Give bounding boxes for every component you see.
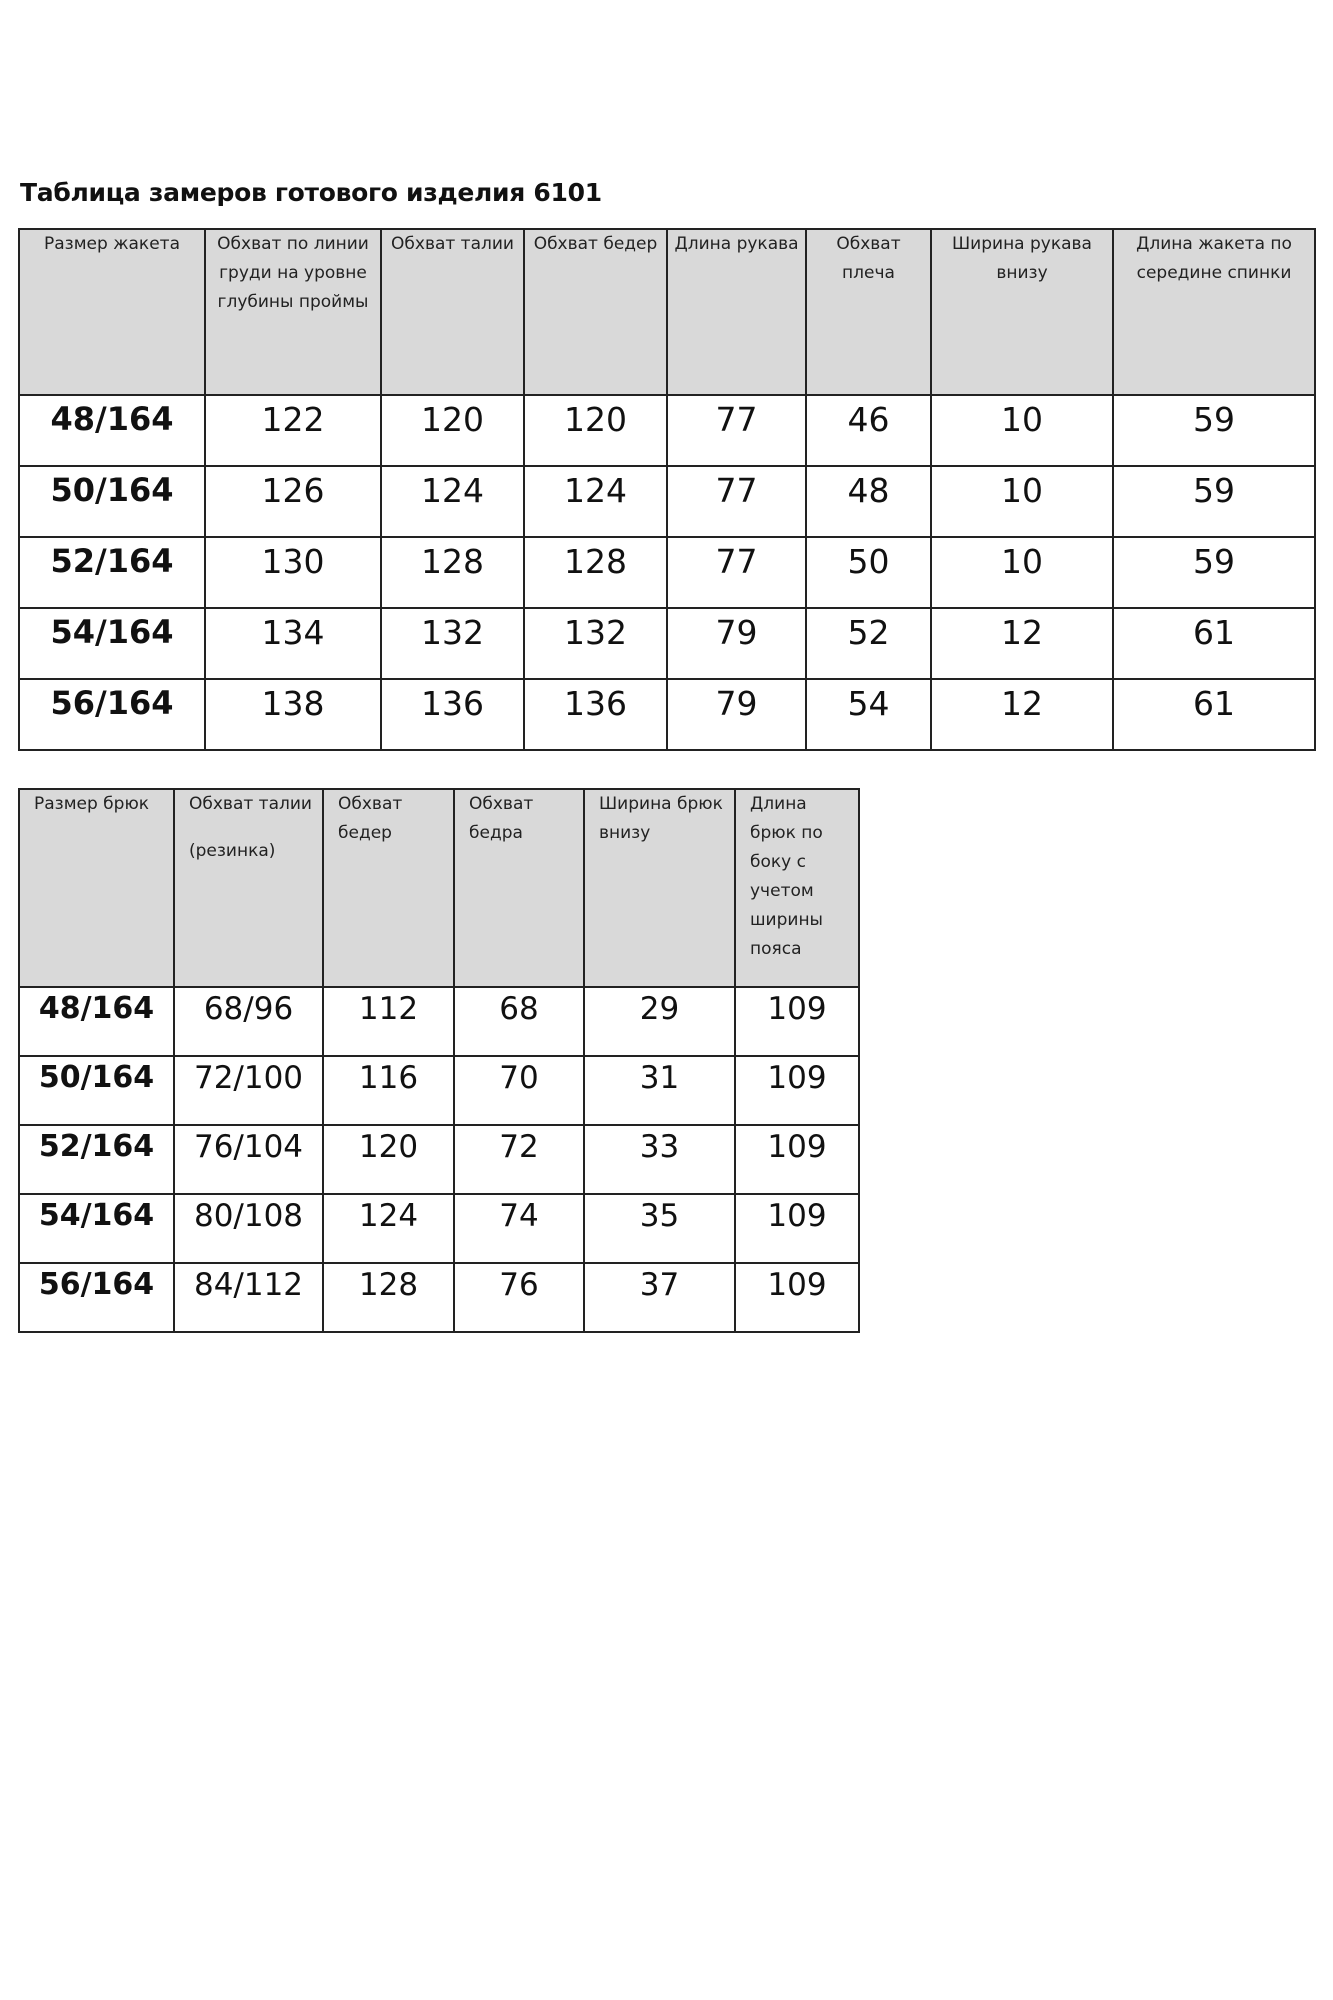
table-cell: 132 <box>381 608 524 679</box>
table-cell: 124 <box>323 1194 454 1263</box>
jacket-size-cell: 52/164 <box>19 537 205 608</box>
table-cell: 68 <box>454 987 584 1056</box>
table-cell: 61 <box>1113 679 1315 750</box>
pants-header-side-length: Длина брюк по боку с учетом ширины пояса <box>735 789 859 987</box>
jacket-header-shoulder: Обхват плеча <box>806 229 931 395</box>
table-cell: 77 <box>667 537 806 608</box>
table-cell: 37 <box>584 1263 735 1332</box>
pants-size-cell: 56/164 <box>19 1263 174 1332</box>
table-cell: 35 <box>584 1194 735 1263</box>
table-cell: 109 <box>735 1194 859 1263</box>
table-row <box>19 395 1315 466</box>
table-cell: 132 <box>524 608 667 679</box>
table-cell: 59 <box>1113 537 1315 608</box>
pants-size-cell: 50/164 <box>19 1056 174 1125</box>
pants-header-hips: Обхват бедер <box>323 789 454 987</box>
pants-header-row <box>19 789 859 987</box>
table-cell: 84/112 <box>174 1263 323 1332</box>
table-cell: 12 <box>931 679 1113 750</box>
pants-measurements-table <box>18 788 860 1333</box>
table-cell: 48 <box>806 466 931 537</box>
table-cell: 136 <box>381 679 524 750</box>
table-cell: 109 <box>735 1263 859 1332</box>
table-cell: 126 <box>205 466 381 537</box>
pants-size-cell: 48/164 <box>19 987 174 1056</box>
table-cell: 72/100 <box>174 1056 323 1125</box>
jacket-header-hips: Обхват бедер <box>524 229 667 395</box>
page-title: Таблица замеров готового изделия 6101 <box>20 178 602 207</box>
jacket-header-back-length: Длина жакета по середине спинки <box>1113 229 1315 395</box>
table-cell: 29 <box>584 987 735 1056</box>
table-row <box>19 466 1315 537</box>
table-row <box>19 1125 859 1194</box>
table-cell: 128 <box>524 537 667 608</box>
jacket-header-chest: Обхват по линии груди на уровне глубины проймы <box>205 229 381 395</box>
jacket-size-cell: 54/164 <box>19 608 205 679</box>
table-cell: 122 <box>205 395 381 466</box>
table-cell: 10 <box>931 395 1113 466</box>
table-cell: 109 <box>735 1125 859 1194</box>
table-cell: 138 <box>205 679 381 750</box>
table-cell: 68/96 <box>174 987 323 1056</box>
table-cell: 80/108 <box>174 1194 323 1263</box>
table-cell: 52 <box>806 608 931 679</box>
table-cell: 10 <box>931 466 1113 537</box>
table-cell: 124 <box>381 466 524 537</box>
table-cell: 130 <box>205 537 381 608</box>
table-row <box>19 537 1315 608</box>
table-cell: 54 <box>806 679 931 750</box>
table-row <box>19 608 1315 679</box>
pants-header-waist-label: Обхват талии <box>189 794 312 814</box>
table-cell: 109 <box>735 1056 859 1125</box>
table-cell: 59 <box>1113 395 1315 466</box>
pants-header-size: Размер брюк <box>19 789 174 987</box>
jacket-size-cell: 48/164 <box>19 395 205 466</box>
pants-header-waist <box>174 789 323 987</box>
table-cell: 10 <box>931 537 1113 608</box>
table-cell: 77 <box>667 466 806 537</box>
table-cell: 76/104 <box>174 1125 323 1194</box>
table-cell: 59 <box>1113 466 1315 537</box>
table-cell: 70 <box>454 1056 584 1125</box>
table-cell: 79 <box>667 608 806 679</box>
jacket-size-cell: 50/164 <box>19 466 205 537</box>
pants-header-waist-note: (резинка) <box>189 841 276 861</box>
jacket-size-cell: 56/164 <box>19 679 205 750</box>
table-cell: 33 <box>584 1125 735 1194</box>
table-cell: 50 <box>806 537 931 608</box>
table-cell: 76 <box>454 1263 584 1332</box>
pants-size-cell: 54/164 <box>19 1194 174 1263</box>
jacket-header-waist: Обхват талии <box>381 229 524 395</box>
table-cell: 120 <box>381 395 524 466</box>
jacket-header-sleeve-length: Длина рукава <box>667 229 806 395</box>
table-cell: 79 <box>667 679 806 750</box>
jacket-header-size: Размер жакета <box>19 229 205 395</box>
table-cell: 120 <box>323 1125 454 1194</box>
pants-size-cell: 52/164 <box>19 1125 174 1194</box>
table-cell: 77 <box>667 395 806 466</box>
table-cell: 12 <box>931 608 1113 679</box>
table-cell: 136 <box>524 679 667 750</box>
table-row <box>19 679 1315 750</box>
table-cell: 120 <box>524 395 667 466</box>
table-cell: 134 <box>205 608 381 679</box>
table-cell: 116 <box>323 1056 454 1125</box>
table-cell: 109 <box>735 987 859 1056</box>
jacket-header-row <box>19 229 1315 395</box>
jacket-header-sleeve-width: Ширина рукава внизу <box>931 229 1113 395</box>
table-cell: 46 <box>806 395 931 466</box>
table-row <box>19 987 859 1056</box>
table-cell: 74 <box>454 1194 584 1263</box>
table-cell: 124 <box>524 466 667 537</box>
table-cell: 128 <box>323 1263 454 1332</box>
pants-header-thigh: Обхват бедра <box>454 789 584 987</box>
table-cell: 72 <box>454 1125 584 1194</box>
table-cell: 61 <box>1113 608 1315 679</box>
jacket-measurements-table <box>18 228 1316 751</box>
pants-header-bottom-width: Ширина брюк внизу <box>584 789 735 987</box>
table-cell: 128 <box>381 537 524 608</box>
table-cell: 112 <box>323 987 454 1056</box>
table-row <box>19 1263 859 1332</box>
table-cell: 31 <box>584 1056 735 1125</box>
table-row <box>19 1194 859 1263</box>
table-row <box>19 1056 859 1125</box>
